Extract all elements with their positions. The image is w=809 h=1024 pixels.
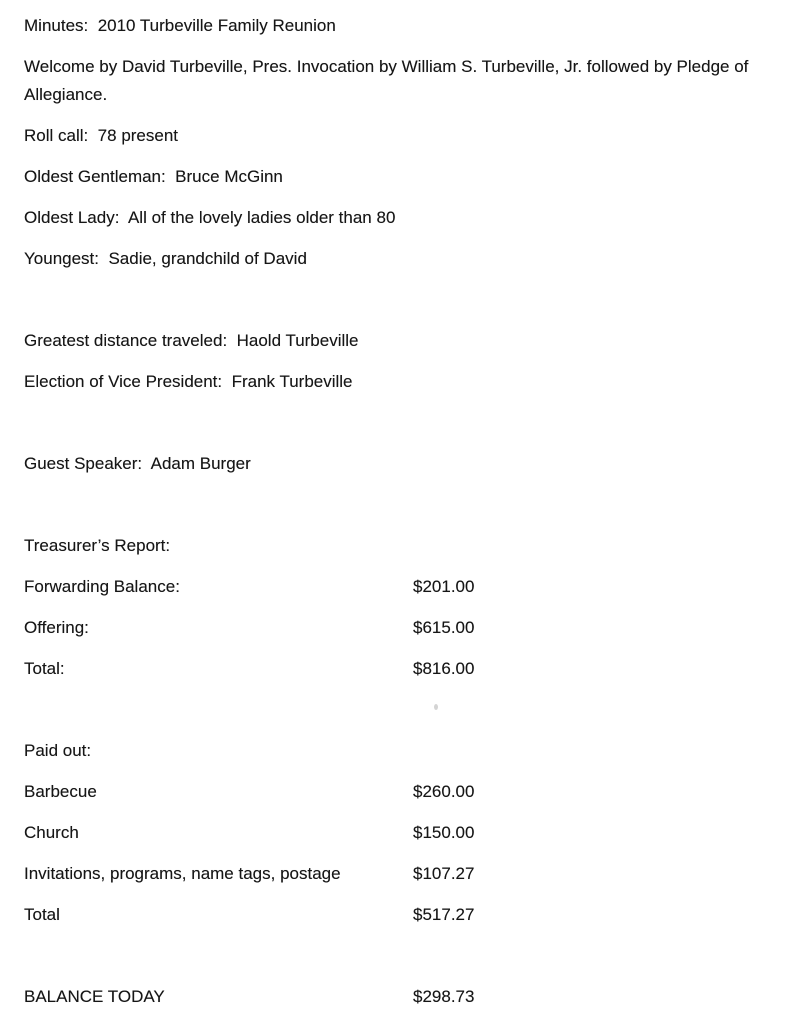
row-amount: $298.73 (413, 987, 475, 1006)
treasurer-row-offering (24, 614, 795, 642)
oldest-gentleman-line: Oldest Gentleman: Bruce McGinn (24, 167, 283, 186)
row-amount: $150.00 (413, 823, 475, 842)
row-label: Total (24, 905, 60, 924)
row-label: BALANCE TODAY (24, 987, 165, 1006)
vice-president-line: Election of Vice President: Frank Turbeville (24, 372, 353, 391)
row-amount: $816.00 (413, 659, 475, 678)
greatest-distance-line: Greatest distance traveled: Haold Turbeville (24, 331, 359, 350)
section-gap (24, 942, 795, 983)
row-amount: $201.00 (413, 577, 475, 596)
paid-out-heading: Paid out: (24, 741, 92, 760)
treasurer-row-total (24, 655, 795, 683)
paid-out-row-invitations (24, 860, 795, 888)
row-amount: $260.00 (413, 782, 475, 801)
welcome-line: Welcome by David Turbeville, Pres. Invocation by William S. Turbeville, Jr. followed by Pledge of Allegiance. (24, 57, 753, 104)
paid-out-row-barbecue (24, 778, 795, 806)
youngest-line: Youngest: Sadie, grandchild of David (24, 249, 307, 268)
row-amount: $107.27 (413, 864, 475, 883)
row-label: Total: (24, 659, 65, 678)
paid-out-row-total (24, 901, 795, 929)
row-label: Offering: (24, 618, 89, 637)
scan-artifact-dot (434, 704, 438, 710)
row-label: Forwarding Balance: (24, 577, 180, 596)
minutes-title-line: Minutes: 2010 Turbeville Family Reunion (24, 16, 336, 35)
balance-today-row (24, 983, 795, 1011)
row-label: Barbecue (24, 782, 97, 801)
section-gap (24, 696, 795, 737)
section-gap (24, 491, 795, 532)
guest-speaker-line: Guest Speaker: Adam Burger (24, 454, 251, 473)
treasurers-report-heading: Treasurer’s Report: (24, 536, 171, 555)
roll-call-line: Roll call: 78 present (24, 126, 179, 145)
row-amount: $615.00 (413, 618, 475, 637)
treasurer-row-forwarding-balance (24, 573, 795, 601)
row-label: Church (24, 823, 79, 842)
row-label: Invitations, programs, name tags, postage (24, 864, 341, 883)
oldest-lady-line: Oldest Lady: All of the lovely ladies older than 80 (24, 208, 396, 227)
row-amount: $517.27 (413, 905, 475, 924)
paid-out-row-church (24, 819, 795, 847)
section-gap (24, 409, 795, 450)
section-gap (24, 286, 795, 327)
